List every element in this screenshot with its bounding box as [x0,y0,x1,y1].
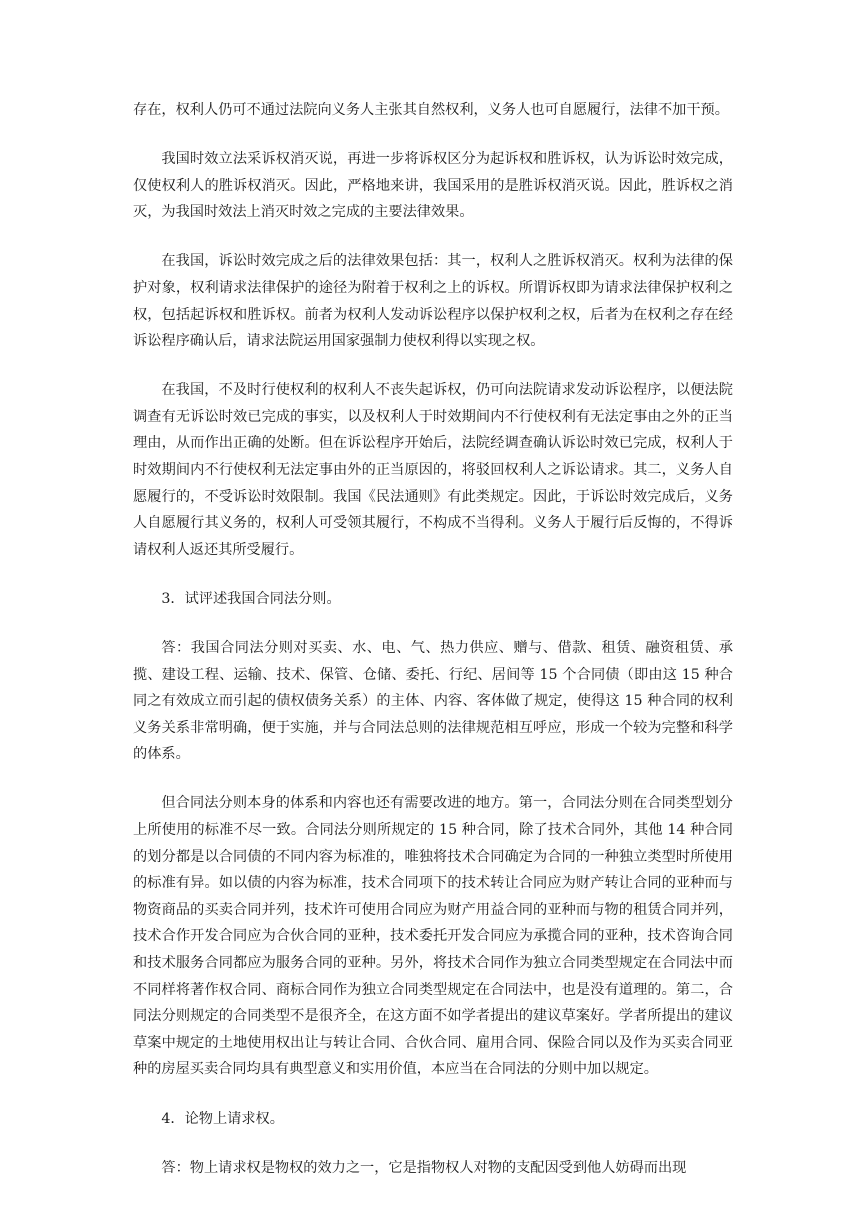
paragraph-legal-effects: 在我国，诉讼时效完成之后的法律效果包括：其一，权利人之胜诉权消灭。权利为法律的保护对象，权利请求法律保护的途径为附着于权利之上的诉权。所谓诉权即为请求法律保护权利之权，包括起诉权和胜诉权。前者为权利人发动诉讼程序以保护权利之权，后者为在权利之存在经诉讼程序确认后，请求法院运用国家强制力使权利得以实现之权。 [133,253,733,350]
document-page [133,97,733,1204]
paragraph-litigation-right-theory: 我国时效立法采诉权消灭说，再进一步将诉权区分为起诉权和胜诉权，认为诉讼时效完成，仅使权利人的胜诉权消灭。因此，严格地来讲，我国采用的是胜诉权消灭说。因此，胜诉权之消灭，为我国时效法上消灭时效之完成的主要法律效果。 [133,151,733,221]
paragraph-right-of-action: 在我国，不及时行使权利的权利人不丧失起诉权，仍可向法院请求发动诉讼程序，以便法院调查有无诉讼时效已完成的事实，以及权利人于时效期间内不行使权利有无法定事由之外的正当理由，从而作出正确的处断。但在诉讼程序开始后，法院经调查确认诉讼时效已完成，权利人于时效期间内不行使权利无法定事由外的正当原因的，将驳回权利人之诉讼请求。其二，义务人自愿履行的，不受诉讼时效限制。我国《民法通则》有此类规定。因此，于诉讼时效完成后，义务人自愿履行其义务的，权利人可受领其履行，不构成不当得利。义务人于履行后反悔的，不得诉请权利人返还其所受履行。 [133,382,733,558]
paragraph-continuation: 存在，权利人仍可不通过法院向义务人主张其自然权利，义务人也可自愿履行，法律不加干预。 [133,102,729,118]
question-heading-4: 4．论物上请求权。 [161,1110,284,1127]
answer-paragraph-3a: 答：我国合同法分则对买卖、水、电、气、热力供应、赠与、借款、租赁、融资租赁、承揽、建设工程、运输、技术、保管、仓储、委托、行纪、居间等 15 个合同债（即由这 15 种合同之有效成立而引起的债权债务关系）的主体、内容、客体做了规定，使得这 15 种合同的权利义务关系非常明确，便于实施，并与合同法总则的法律规范相互呼应，形成一个较为完整和科学的体系。 [133,640,733,763]
answer-paragraph-4: 答：物上请求权是物权的效力之一，它是指物权人对物的支配因受到他人妨碍而出现 [161,1159,687,1176]
question-heading-3: 3．试评述我国合同法分则。 [161,590,341,607]
answer-paragraph-3b: 但合同法分则本身的体系和内容也还有需要改进的地方。第一，合同法分则在合同类型划分上所使用的标准不尽一致。合同法分则所规定的 15 种合同，除了技术合同外，其他 14 种合同的划分都是以合同债的不同内容为标准的，唯独将技术合同确定为合同的一种独立类型时所使用的标准有异。如以债的内容为标准，技术合同项下的技术转让合同应为财产转让合同的亚种而与物资商品的买卖合同并列，技术许可使用合同应为财产用益合同的亚种而与物的租赁合同并列，技术合作开发合同应为合伙合同的亚种，技术委托开发合同应为承揽合同的亚种，技术咨询合同和技术服务合同都应为服务合同的亚种。另外，将技术合同作为独立合同类型规定在合同法中而不同样将著作权合同、商标合同作为独立合同类型规定在合同法中，也是没有道理的。第二，合同法分则规定的合同类型不是很齐全，在这方面不如学者提出的建议草案好。学者所提出的建议草案中规定的土地使用权出让与转让合同、合伙合同、雇用合同、保险合同以及作为买卖合同亚种的房屋买卖合同均具有典型意义和实用价值，本应当在合同法的分则中加以规定。 [133,795,733,1078]
